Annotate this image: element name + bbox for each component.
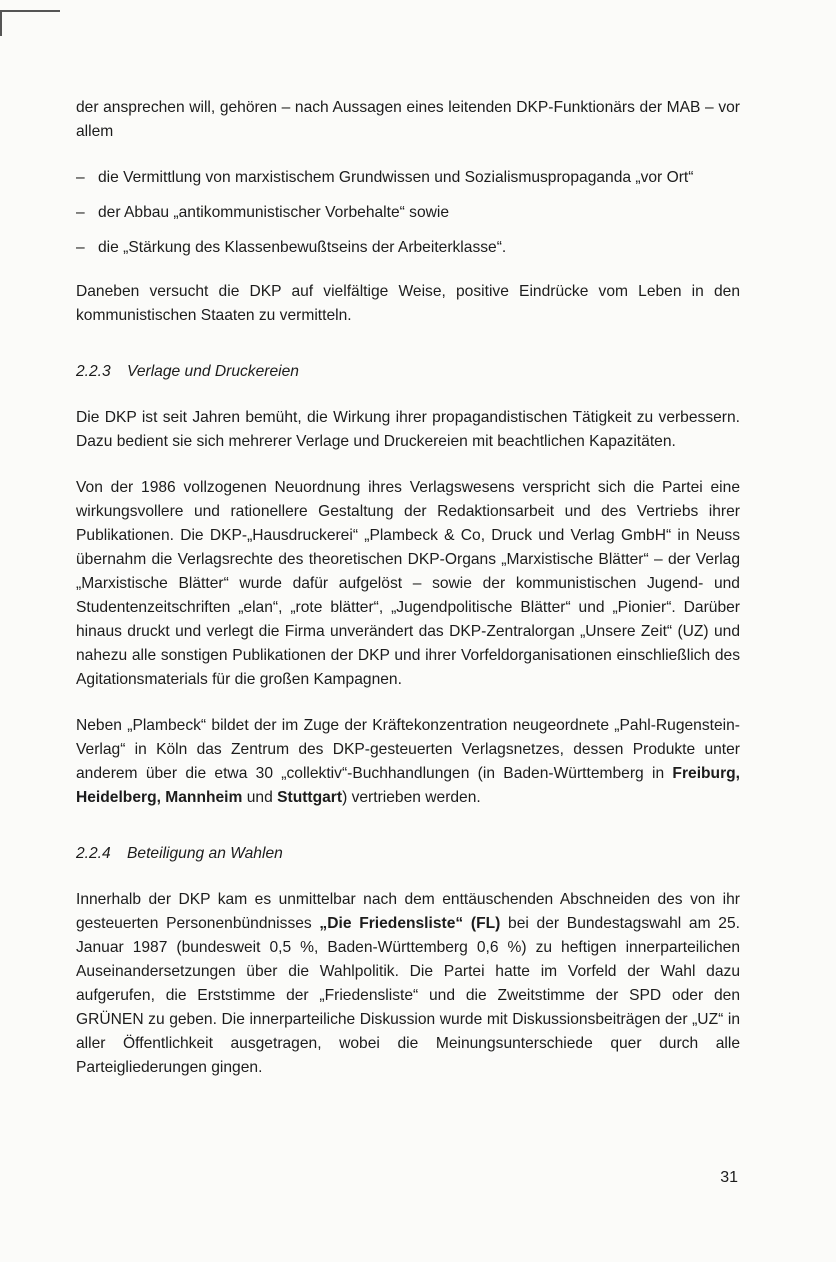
text-run: und: [246, 789, 273, 806]
text-run: ) vertrieben werden.: [342, 789, 481, 806]
page-number: 31: [720, 1169, 738, 1186]
paragraph-wahlen-1: [76, 888, 740, 1080]
paragraph-daneben: Daneben versucht die DKP auf vielfältige Weise, positive Eindrücke vom Leben in den kommunistischen Staaten zu vermitteln.: [76, 283, 740, 324]
section-number: 2.2.3: [76, 363, 111, 380]
text-run: bei der Bundestagswahl am 25. Januar 1987 (bundesweit 0,5 %, Baden-Württemberg 0,6 %) zu heftigen innerparteilichen Auseinandersetzungen über die Wahlpolitik. Die Partei hatte im Vorfeld der Wahl dazu aufgerufen, die Erststimme der „Friedensliste“ und die Zweitstimme der SPD oder den GRÜNEN zu geben. Die innerparteiliche Diskussion wurde mit Diskussionsbeiträgen der „UZ“ in aller Öffentlichkeit ausgetragen, wobei die Meinungsunterschiede quer durch alle Parteigliederungen gingen.: [76, 915, 740, 1076]
list-item: – die Vermittlung von marxistischem Grundwissen und Sozialismuspropaganda „vor Ort“: [76, 166, 740, 190]
section-title: Verlage und Druckereien: [127, 363, 299, 380]
paragraph-verlage-3: [76, 714, 740, 810]
intro-paragraph: der ansprechen will, gehören – nach Aussagen eines leitenden DKP-Funktionärs der MAB – vor allem: [76, 99, 740, 140]
section-heading-wahlen: [76, 842, 740, 866]
paragraph-verlage-1: Die DKP ist seit Jahren bemüht, die Wirkung ihrer propagandistischen Tätigkeit zu verbessern. Dazu bedient sie sich mehrerer Verlage und Druckereien mit beachtlichen Kapazitäten.: [76, 409, 740, 450]
city-mannheim: Mannheim: [165, 789, 243, 806]
section-number: 2.2.4: [76, 845, 111, 862]
list-item: – der Abbau „antikommunistischer Vorbehalte“ sowie: [76, 201, 740, 225]
text-run: Neben „Plambeck“ bildet der im Zuge der Kräftekonzentration neugeordnete „Pahl-Rugenstein-Verlag“ in Köln das Zentrum des DKP-gesteuerten Verlagsnetzes, dessen Produkte unter anderem über die etwa 30 „collektiv“-Buchhandlungen (in Baden-Württemberg in: [76, 717, 740, 782]
city-freiburg: Freiburg,: [672, 765, 740, 782]
crop-mark: [0, 10, 60, 16]
city-heidelberg: Heidelberg,: [76, 789, 161, 806]
party-name: „Die Friedensliste“ (FL): [319, 915, 501, 932]
section-title: Beteiligung an Wahlen: [127, 845, 283, 862]
page-body: [76, 96, 740, 1102]
text-run: Innerhalb der DKP kam es unmittelbar nach dem enttäuschenden Abschneiden des von ihr gesteuerten Personenbündnisses: [76, 891, 740, 932]
city-stuttgart: Stuttgart: [277, 789, 343, 806]
section-heading-verlage: [76, 360, 740, 384]
dash-list: [76, 166, 740, 260]
paragraph-verlage-2: Von der 1986 vollzogenen Neuordnung ihres Verlagswesens verspricht sich die Partei eine wirkungsvollere und rationellere Gestaltung der Redaktionsarbeit und des Vertriebs ihrer Publikationen. Die DKP-„Hausdruckerei“ „Plambeck & Co, Druck und Verlag GmbH“ in Neuss übernahm die Verlagsrechte des theoretischen DKP-Organs „Marxistische Blätter“ – der Verlag „Marxistische Blätter“ wurde dafür aufgelöst – sowie der kommunistischen Jugend- und Studentenzeitschriften „elan“, „rote blätter“, „Jugendpolitische Blätter“ und „Pionier“. Darüber hinaus druckt und verlegt die Firma unverändert das DKP-Zentralorgan „Unsere Zeit“ (UZ) und nahezu alle sonstigen Publikationen der DKP und ihrer Vorfeldorganisationen einschließlich des Agitationsmaterials für die großen Kampagnen.: [76, 479, 740, 688]
list-item: – die „Stärkung des Klassenbewußtseins der Arbeiterklasse“.: [76, 236, 740, 260]
